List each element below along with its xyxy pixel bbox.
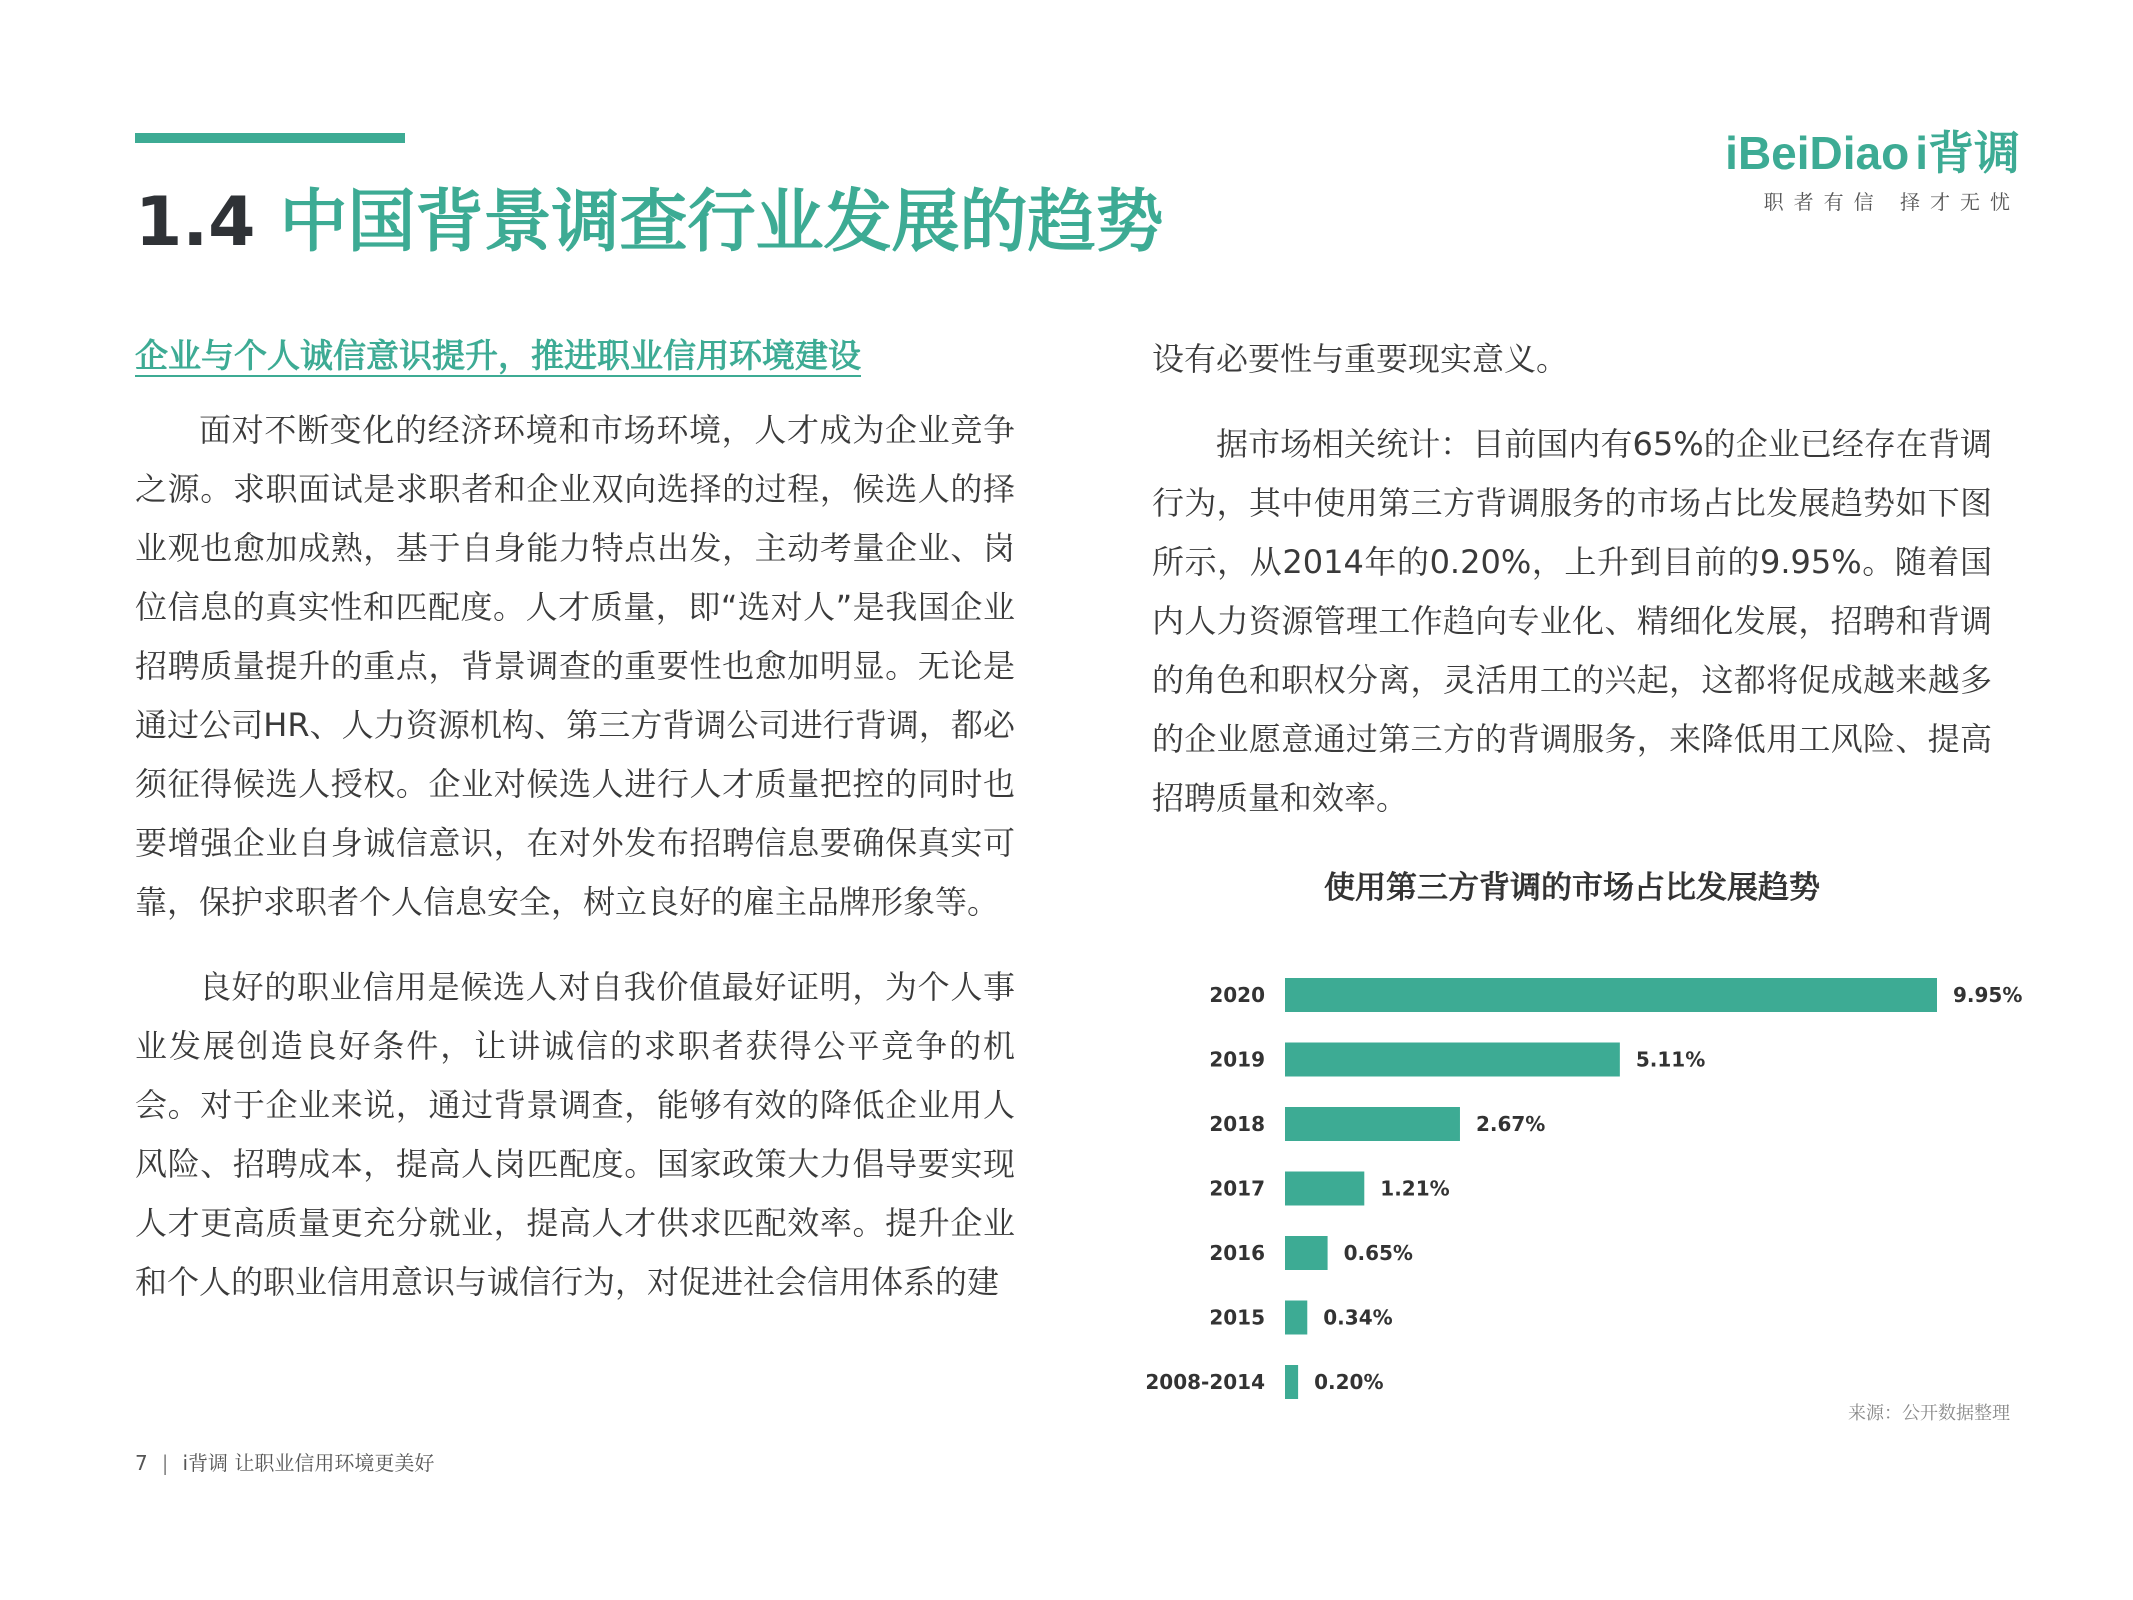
value-label: 0.65% bbox=[1343, 1241, 1413, 1265]
bar bbox=[1285, 1107, 1460, 1141]
footer-separator: | bbox=[161, 1451, 169, 1475]
logo-latin: iBeiDiao bbox=[1725, 127, 1910, 179]
bar bbox=[1285, 1236, 1328, 1270]
chart-source: 来源：公开数据整理 bbox=[1848, 1403, 2010, 1424]
category-label: 2017 bbox=[1209, 1176, 1265, 1201]
right-column bbox=[1152, 330, 1992, 854]
logo-slogan: 职者有信 择才无忧 bbox=[1763, 190, 2020, 214]
left-column bbox=[135, 330, 1015, 1338]
body-paragraph: 面对不断变化的经济环境和市场环境，人才成为企业竞争之源。求职面试是求职者和企业双向选择的过程，候选人的择业观也愈加成熟，基于自身能力特点出发，主动考量企业、岗位信息的真实性和匹配度。人才质量，即“选对人”是我国企业招聘质量提升的重点，背景调查的重要性也愈加明显。无论是通过公司HR、人力资源机构、第三方背调公司进行背调，都必须征得候选人授权。企业对候选人进行人才质量把控的同时也要增强企业自身诚信意识，在对外发布招聘信息要确保真实可靠，保护求职者个人信息安全，树立良好的雇主品牌形象等。 bbox=[135, 411, 1015, 921]
category-label: 2016 bbox=[1209, 1241, 1265, 1265]
section-number: 1.4 bbox=[135, 183, 256, 262]
logo-cn: i背调 bbox=[1915, 127, 2020, 179]
value-label: 0.20% bbox=[1314, 1370, 1384, 1394]
page-title bbox=[135, 168, 1163, 265]
bar bbox=[1285, 1172, 1364, 1206]
logo-wordmark bbox=[1700, 127, 2020, 179]
body-paragraph: 据市场相关统计：目前国内有65%的企业已经存在背调行为，其中使用第三方背调服务的市场占比发展趋势如下图所示，从2014年的0.20%，上升到目前的9.95%。随着国内人力资源管理工作趋向专业化、精细化发展，招聘和背调的角色和职权分离，灵活用工的兴起，这都将促成越来越多的企业愿意通过第三方的背调服务，来降低用工风险、提高招聘质量和效率。 bbox=[1152, 425, 1992, 817]
bar-chart bbox=[1110, 970, 2023, 1440]
category-label: 2019 bbox=[1209, 1047, 1265, 1072]
body-paragraph: 良好的职业信用是候选人对自我价值最好证明，为个人事业发展创造良好条件，让讲诚信的求职者获得公平竞争的机会。对于企业来说，通过背景调查，能够有效的降低企业用人风险、招聘成本，提高人岗匹配度。国家政策大力倡导要实现人才更高质量更充分就业，提高人才供求匹配效率。提升企业和个人的职业信用意识与诚信行为，对促进社会信用体系的建 bbox=[135, 968, 1015, 1301]
bar bbox=[1285, 1043, 1620, 1077]
page-number: 7 bbox=[135, 1451, 148, 1475]
bar bbox=[1285, 1365, 1298, 1399]
footer-text: i背调 让职业信用环境更美好 bbox=[182, 1451, 435, 1475]
value-label: 1.21% bbox=[1380, 1176, 1450, 1201]
section-title: 中国背景调查行业发展的趋势 bbox=[279, 183, 1164, 262]
value-label: 5.11% bbox=[1635, 1047, 1706, 1072]
chart-title: 使用第三方背调的市场占比发展趋势 bbox=[1324, 870, 1820, 906]
category-label: 2018 bbox=[1209, 1112, 1265, 1136]
value-label: 0.34% bbox=[1323, 1305, 1393, 1330]
category-label: 2008-2014 bbox=[1145, 1370, 1265, 1394]
title-accent-bar bbox=[135, 133, 405, 143]
continuation-text: 设有必要性与重要现实意义。 bbox=[1152, 340, 1569, 378]
value-label: 2.67% bbox=[1475, 1112, 1546, 1136]
subheading: 企业与个人诚信意识提升，推进职业信用环境建设 bbox=[135, 336, 861, 375]
category-label: 2020 bbox=[1209, 983, 1265, 1007]
brand-logo bbox=[1700, 127, 2020, 215]
value-label: 9.95% bbox=[1953, 983, 2023, 1007]
bar bbox=[1285, 1301, 1307, 1335]
page-footer bbox=[135, 1447, 434, 1476]
bar bbox=[1285, 978, 1937, 1012]
category-label: 2015 bbox=[1209, 1305, 1265, 1330]
